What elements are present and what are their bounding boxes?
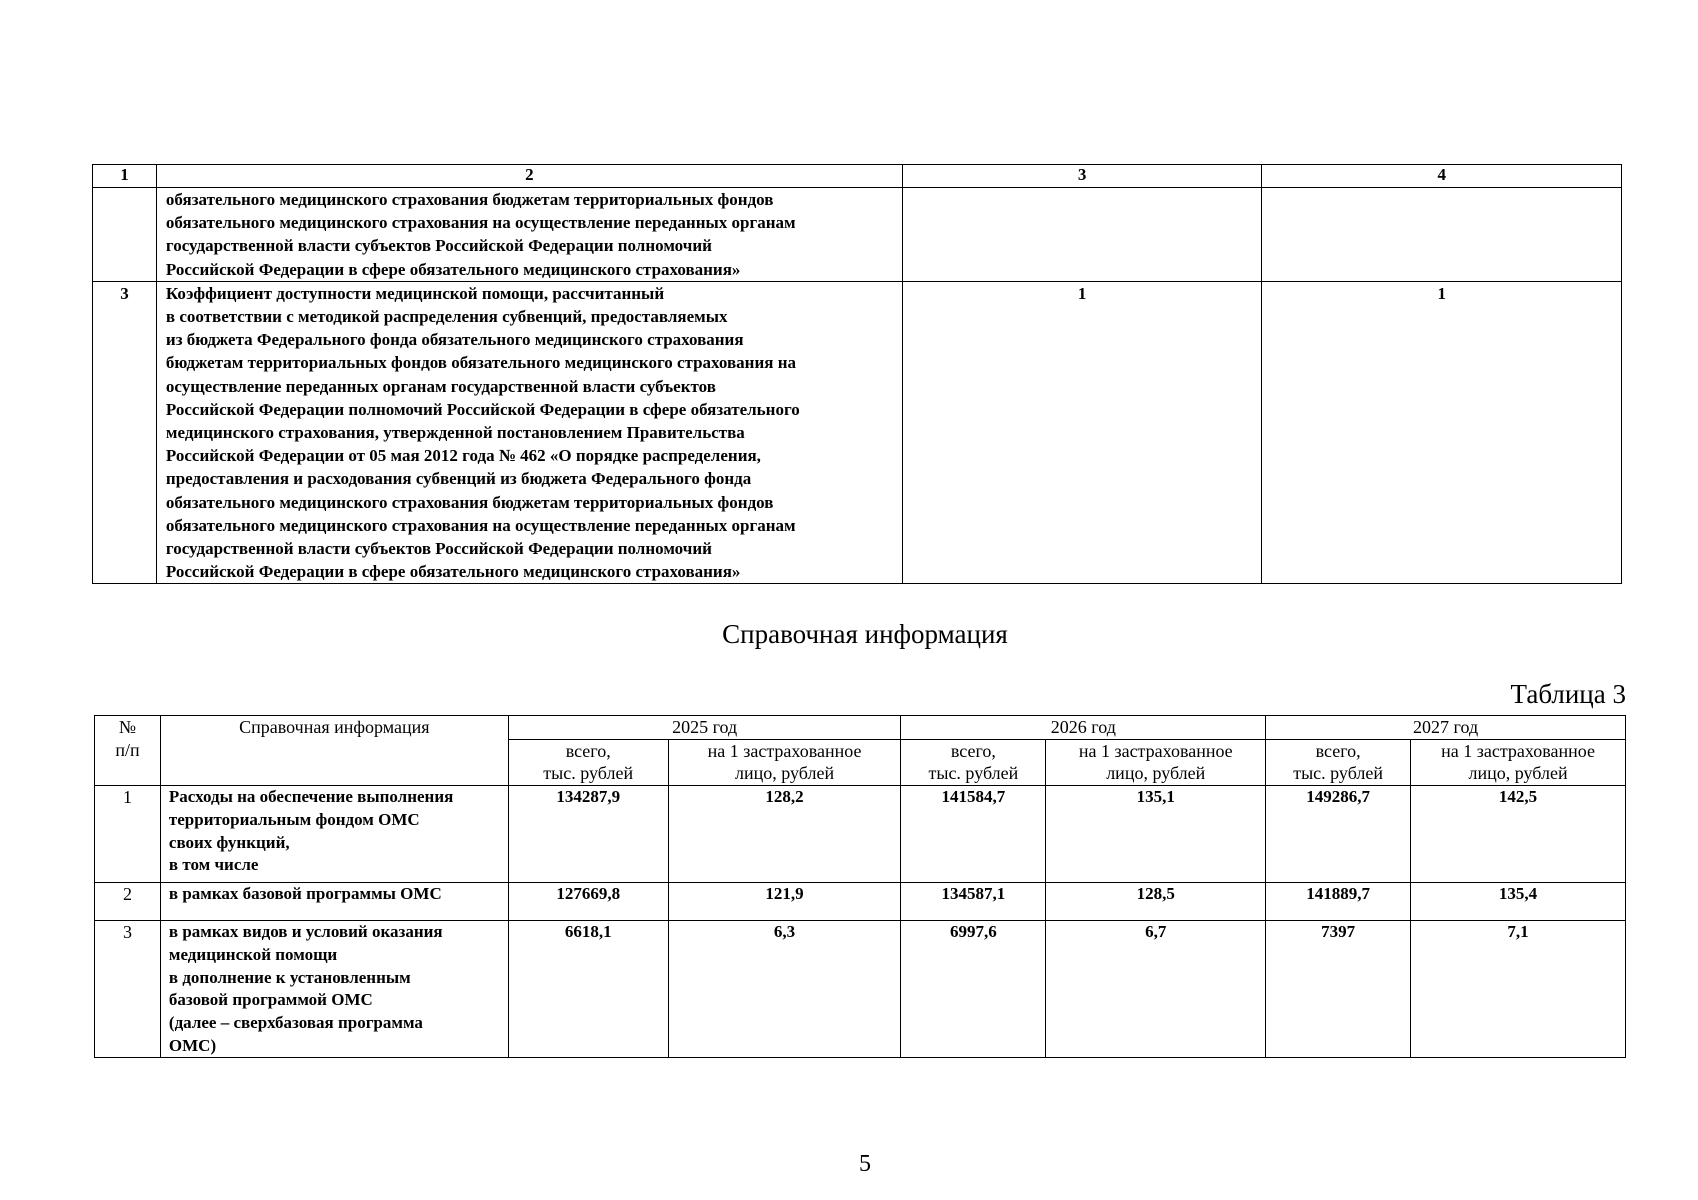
value-cell: 6,7 (1046, 921, 1266, 1058)
row-number (93, 188, 157, 282)
row-number: 3 (95, 921, 161, 1058)
text-line: ОМС) (168, 1035, 217, 1055)
subheader-per-person (668, 739, 901, 785)
value-cell: 6997,6 (901, 921, 1046, 1058)
text-line: государственной власти субъектов Российской Федерации полномочий (165, 236, 712, 256)
text-line: обязательного медицинского страхования бюджетам территориальных фондов (165, 492, 774, 512)
value-cell: 141584,7 (901, 786, 1046, 883)
value-cell: 127669,8 (508, 883, 668, 921)
subheader-line: всего, (565, 740, 611, 761)
year-header: 2025 год (508, 716, 901, 740)
text-line: предоставления и расходования субвенций из бюджета Федерального фонда (165, 469, 752, 489)
text-line: обязательного медицинского страхования на осуществление переданных органам (165, 213, 796, 233)
subheader-line: на 1 застрахованное (1441, 740, 1595, 761)
num-header-line: № (118, 717, 137, 737)
row-text (160, 883, 508, 921)
reference-table (94, 715, 1626, 1058)
value-cell: 1 (902, 281, 1262, 584)
text-line: Расходы на обеспечение выполнения (168, 787, 454, 807)
text-line: (далее – сверхбазовая программа (168, 1012, 423, 1032)
text-line: в рамках видов и условий оказания (168, 922, 443, 942)
subheader-line: тыс. рублей (1293, 763, 1384, 784)
text-line: базовой программой ОМС (168, 990, 373, 1010)
text-line: в рамках базовой программы ОМС (168, 884, 442, 904)
text-line: медицинской помощи (168, 944, 338, 964)
reference-table-header-row (95, 716, 1626, 740)
header-cell: 2 (156, 165, 902, 188)
subheader-line: на 1 застрахованное (1078, 740, 1233, 761)
text-line: государственной власти субъектов Российской Федерации полномочий (165, 539, 712, 559)
table-row (95, 883, 1626, 921)
text-line: Коэффициент доступности медицинской помощи, рассчитанный (165, 283, 665, 303)
subheader-line: лицо, рублей (1468, 763, 1568, 784)
text-line: обязательного медицинского страхования на осуществление переданных органам (165, 515, 796, 535)
header-cell: 3 (902, 165, 1262, 188)
num-header-line: п/п (115, 739, 140, 760)
subheader-line: всего, (1315, 740, 1361, 761)
table-caption: Таблица 3 (1510, 679, 1626, 709)
header-cell: 1 (93, 165, 157, 188)
value-cell: 1 (1262, 281, 1622, 584)
value-cell: 128,2 (668, 786, 901, 883)
subheader-line: тыс. рублей (928, 763, 1019, 784)
value-cell: 7397 (1266, 921, 1411, 1058)
text-line: в том числе (168, 855, 259, 875)
text-line: своих функций, (168, 832, 290, 852)
value-cell: 135,4 (1411, 883, 1626, 921)
text-line: Российской Федерации от 05 мая 2012 года № 462 «О порядке распределения, (165, 446, 761, 466)
subheader-total (1266, 739, 1411, 785)
value-cell: 6618,1 (508, 921, 668, 1058)
value-cell: 135,1 (1046, 786, 1266, 883)
value-cell: 134287,9 (508, 786, 668, 883)
continuation-table-header-row (93, 165, 1622, 188)
row-text (160, 921, 508, 1058)
value-cell (902, 188, 1262, 282)
table-row (95, 786, 1626, 883)
subheader-total (508, 739, 668, 785)
year-header: 2026 год (901, 716, 1266, 740)
subheader-line: лицо, рублей (1106, 763, 1206, 784)
value-cell: 121,9 (668, 883, 901, 921)
row-number: 3 (93, 281, 157, 584)
value-cell: 134587,1 (901, 883, 1046, 921)
subheader-per-person (1411, 739, 1626, 785)
text-line: обязательного медицинского страхования бюджетам территориальных фондов (165, 190, 774, 209)
section-title: Справочная информация (722, 619, 1008, 649)
name-header: Справочная информация (160, 716, 508, 786)
subheader-line: тыс. рублей (543, 763, 634, 784)
value-cell: 142,5 (1411, 786, 1626, 883)
subheader-line: лицо, рублей (734, 763, 835, 784)
text-line: в соответствии с методикой распределения субвенций, предоставляемых (165, 307, 728, 327)
value-cell: 149286,7 (1266, 786, 1411, 883)
text-line: бюджетам территориальных фондов обязательного медицинского страхования на (165, 353, 796, 373)
subheader-line: на 1 застрахованное (707, 740, 862, 761)
row-text (156, 188, 902, 282)
header-cell: 4 (1262, 165, 1622, 188)
num-header (95, 716, 161, 786)
text-line: Российской Федерации в сфере обязательного медицинского страхования» (165, 259, 741, 279)
table-row (95, 921, 1626, 1058)
subheader-per-person (1046, 739, 1266, 785)
page-number: 5 (859, 1151, 871, 1177)
subheader-total (901, 739, 1046, 785)
value-cell (1262, 188, 1622, 282)
subheader-line: всего, (950, 740, 996, 761)
table-row (93, 188, 1622, 282)
text-line: Российской Федерации полномочий Российской Федерации в сфере обязательного (165, 399, 800, 419)
text-line: территориальным фондом ОМС (168, 809, 420, 829)
row-number: 1 (95, 786, 161, 883)
continuation-table (92, 164, 1622, 584)
text-line: осуществление переданных органам государственной власти субъектов (165, 376, 716, 396)
row-number: 2 (95, 883, 161, 921)
text-line: из бюджета Федерального фонда обязательного медицинского страхования (165, 330, 744, 350)
table-row (93, 281, 1622, 584)
text-line: Российской Федерации в сфере обязательного медицинского страхования» (165, 562, 741, 582)
value-cell: 128,5 (1046, 883, 1266, 921)
value-cell: 141889,7 (1266, 883, 1411, 921)
year-header: 2027 год (1266, 716, 1626, 740)
row-text (160, 786, 508, 883)
text-line: медицинского страхования, утвержденной постановлением Правительства (165, 423, 745, 443)
text-line: в дополнение к установленным (168, 967, 411, 987)
row-text (156, 281, 902, 584)
value-cell: 7,1 (1411, 921, 1626, 1058)
value-cell: 6,3 (668, 921, 901, 1058)
